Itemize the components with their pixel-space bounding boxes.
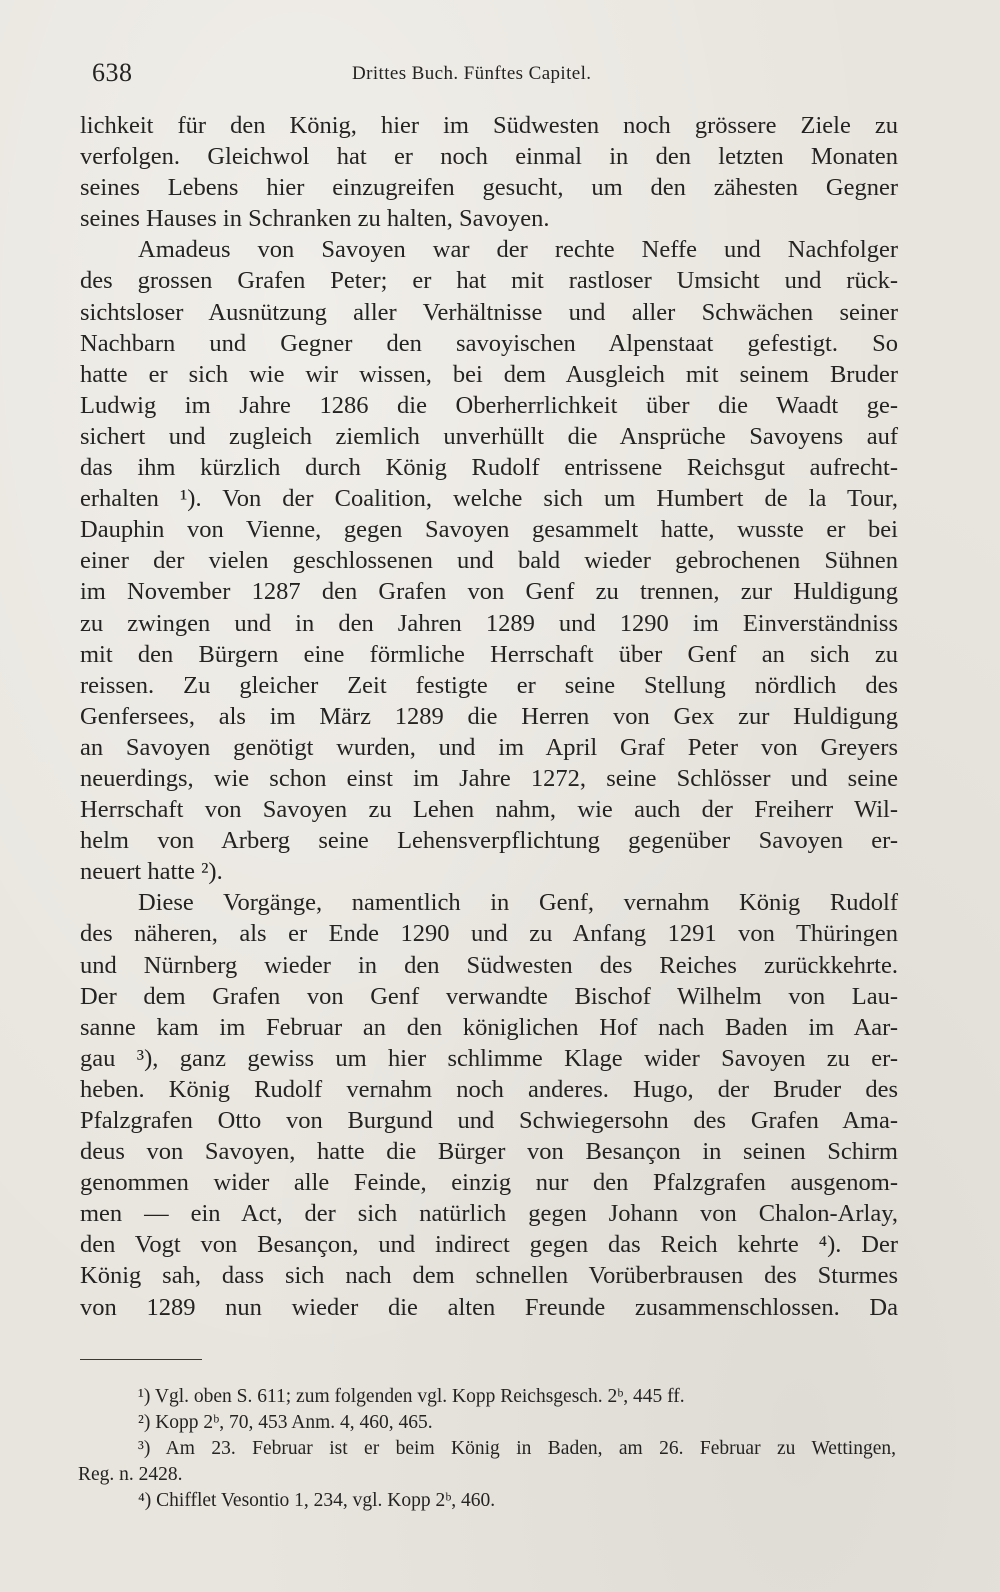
footnotes (78, 1384, 896, 1514)
running-head: Drittes Buch. Fünftes Capitel. (352, 63, 592, 84)
text-line: zu zwingen und in den Jahren 1289 und 1290 im Einverständniss (80, 609, 898, 637)
text-line: seines Lebens hier einzugreifen gesucht, um den zähesten Gegner (80, 174, 898, 202)
text-line: men — ein Act, der sich natürlich gegen Johann von Chalon-Arlay, (80, 1200, 898, 1228)
text-line: mit den Bürgern eine förmliche Herrschaft über Genf an sich zu (80, 640, 898, 668)
text-line: Dauphin von Vienne, gegen Savoyen gesammelt hatte, wusste er bei (80, 516, 898, 544)
text-line: lichkeit für den König, hier im Südwesten noch grössere Ziele zu (80, 112, 898, 139)
text-line: gau ³), ganz gewiss um hier schlimme Klage wider Savoyen zu er- (80, 1044, 898, 1072)
text-line: erhalten ¹). Von der Coalition, welche sich um Humbert de la Tour, (80, 485, 898, 513)
footnote: ³) Am 23. Februar ist er beim König in Baden, am 26. Februar zu Wettingen, (138, 1438, 896, 1459)
text-line: den Vogt von Besançon, und indirect gegen das Reich kehrte ⁴). Der (80, 1231, 898, 1259)
footnote-divider (80, 1359, 202, 1360)
text-line: sichert und zugleich ziemlich unverhüllt die Ansprüche Savoyens auf (80, 422, 898, 450)
text-line: neuert hatte ²). (80, 858, 223, 886)
page-number: 638 (92, 58, 133, 87)
text-line: sichtsloser Ausnützung aller Verhältnisse und aller Schwächen seiner (80, 298, 898, 326)
text-line: helm von Arberg seine Lehensverpflichtung gegenüber Savoyen er- (80, 827, 898, 855)
paragraph-start-line: Diese Vorgänge, namentlich in Genf, vernahm König Rudolf (138, 889, 898, 917)
text-line: genommen wider alle Feinde, einzig nur den Pfalzgrafen ausgenom- (80, 1169, 898, 1197)
text-line: heben. König Rudolf vernahm noch anderes. Hugo, der Bruder des (80, 1075, 898, 1103)
footnote: ¹) Vgl. oben S. 611; zum folgenden vgl. Kopp Reichsgesch. 2ᵇ, 445 ff. (138, 1386, 685, 1407)
paragraph-start-line: Amadeus von Savoyen war der rechte Neffe und Nachfolger (138, 236, 898, 264)
body-text (80, 110, 898, 1323)
text-line: verfolgen. Gleichwol hat er noch einmal in den letzten Monaten (80, 143, 898, 171)
text-line: Ludwig im Jahre 1286 die Oberherrlichkeit über die Waadt ge- (80, 391, 898, 419)
text-line: seines Hauses in Schranken zu halten, Savoyen. (80, 205, 550, 233)
text-line: einer der vielen geschlossenen und bald wieder gebrochenen Sühnen (80, 547, 898, 575)
footnote: ⁴) Chifflet Vesontio 1, 234, vgl. Kopp 2ᵇ, 460. (138, 1490, 496, 1511)
text-line: an Savoyen genötigt wurden, und im April Graf Peter von Greyers (80, 733, 898, 761)
footnote: ²) Kopp 2ᵇ, 70, 453 Anm. 4, 460, 465. (138, 1412, 433, 1433)
text-line: deus von Savoyen, hatte die Bürger von Besançon in seinen Schirm (80, 1138, 898, 1166)
text-line: Pfalzgrafen Otto von Burgund und Schwiegersohn des Grafen Ama- (80, 1107, 898, 1134)
text-line: Herrschaft von Savoyen zu Lehen nahm, wie auch der Freiherr Wil- (80, 796, 898, 824)
text-line: neuerdings, wie schon einst im Jahre 1272, seine Schlösser und seine (80, 764, 898, 792)
text-line: reissen. Zu gleicher Zeit festigte er seine Stellung nördlich des (80, 671, 898, 699)
text-line: hatte er sich wie wir wissen, bei dem Ausgleich mit seinem Bruder (80, 360, 898, 388)
text-line: Nachbarn und Gegner den savoyischen Alpenstaat gefestigt. So (80, 329, 898, 357)
text-line: im November 1287 den Grafen von Genf zu trennen, zur Huldigung (80, 578, 898, 606)
text-line: und Nürnberg wieder in den Südwesten des Reiches zurückkehrte. (80, 951, 898, 979)
text-line: des grossen Grafen Peter; er hat mit rastloser Umsicht und rück- (80, 267, 898, 295)
text-line: des näheren, als er Ende 1290 und zu Anfang 1291 von Thüringen (80, 920, 898, 948)
text-line: Genfersees, als im März 1289 die Herren von Gex zur Huldigung (80, 702, 898, 730)
text-line: sanne kam im Februar an den königlichen Hof nach Baden im Aar- (80, 1013, 898, 1041)
text-line: König sah, dass sich nach dem schnellen Vorüberbrausen des Sturmes (80, 1262, 898, 1290)
text-line: das ihm kürzlich durch König Rudolf entrissene Reichsgut aufrecht- (80, 454, 898, 482)
page-header (92, 58, 892, 88)
footnote-continuation: Reg. n. 2428. (78, 1464, 183, 1485)
text-line: von 1289 nun wieder die alten Freunde zusammenschlossen. Da (80, 1293, 898, 1321)
text-line: Der dem Grafen von Genf verwandte Bischof Wilhelm von Lau- (80, 982, 898, 1010)
